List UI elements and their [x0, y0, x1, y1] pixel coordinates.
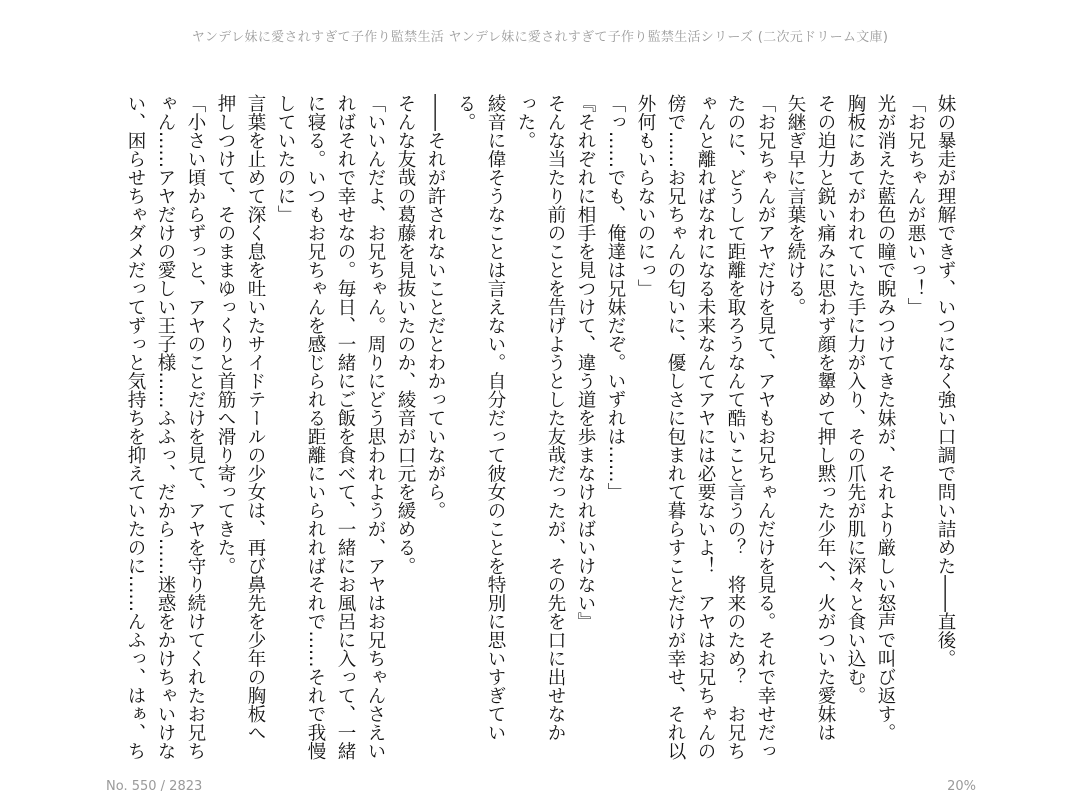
text-line: ればそれで幸せなの。毎日、一緒にご飯を食べて、一緒にお風呂に入って、一緒 — [335, 94, 356, 760]
text-line: 「いいんだよ、お兄ちゃん。周りにどう思われようが、アヤはお兄ちゃんさえい — [365, 94, 386, 760]
text-line: ――それが許されないことだとわかっていながら。 — [425, 94, 446, 520]
book-title: ヤンデレ妹に愛されすぎて子作り監禁生活 ヤンデレ妹に愛されすぎて子作り監禁生活シリーズ (二次元ドリーム文庫) — [191, 30, 889, 45]
reader-page-text[interactable] — [100, 94, 960, 760]
text-line: 「お兄ちゃんがアヤだけを見て、アヤもお兄ちゃんだけを見る。それで幸せだっ — [755, 94, 776, 760]
text-line: 『それぞれに相手を見つけて、違う道を歩まなければいけない』 — [575, 94, 596, 631]
text-line: その迫力と鋭い痛みに思わず顔を顰めて押し黙った少年へ、火がついた愛妹は — [815, 94, 836, 742]
text-line: 胸板にあてがわれていた手に力が入り、その爪先が肌に深々と食い込む。 — [845, 94, 866, 705]
text-line: 矢継ぎ早に言葉を続ける。 — [785, 94, 806, 316]
reading-progress: 20% — [947, 779, 976, 794]
text-line: 「っ……でも、俺達は兄妹だぞ。いずれは……」 — [605, 94, 626, 501]
text-line: る。 — [455, 94, 476, 131]
text-line: 綾音に偉そうなことは言えない。自分だって彼女のことを特別に思いすぎてい — [485, 94, 506, 742]
text-line: そんな友哉の葛藤を見抜いたのか、綾音が口元を緩める。 — [395, 94, 416, 575]
text-line: 押しつけて、そのままゆっくりと首筋へ滑り寄ってきた。 — [215, 94, 236, 575]
text-line: していたのに」 — [275, 94, 296, 224]
text-line: 光が消えた藍色の瞳で睨みつけてきた妹が、それより厳しい怒声で叫び返す。 — [875, 94, 896, 742]
text-line: そんな当たり前のことを告げようとした友哉だったが、その先を口に出せなか — [545, 94, 566, 742]
text-line: い、困らせちゃダメだってずっと気持ちを抑えていたのに……んふっ、はぁ、ち — [125, 94, 146, 760]
location-indicator: No. 550 / 2823 — [106, 779, 203, 794]
text-line: った。 — [515, 94, 536, 150]
text-line: 「小さい頃からずっと、アヤのことだけを見て、アヤを守り続けてくれたお兄ち — [185, 94, 206, 760]
text-line: たのに、どうして距離を取ろうなんて酷いこと言うの？ 将来のため？ お兄ち — [725, 94, 746, 760]
text-line: 妹の暴走が理解できず、いつになく強い口調で問い詰めた――直後。 — [935, 94, 956, 668]
text-line: 「お兄ちゃんが悪いっ！」 — [905, 94, 926, 316]
text-line: に寝る。いつもお兄ちゃんを感じられる距離にいられればそれで……それで我慢 — [305, 94, 326, 760]
text-line: ゃんと離ればなれになる未来なんてアヤには必要ないよ！ アヤはお兄ちゃんの — [695, 94, 716, 760]
text-line: 言葉を止めて深く息を吐いたサイドテールの少女は、再び鼻先を少年の胸板へ — [245, 94, 266, 742]
text-line: 外何もいらないのにっ」 — [635, 94, 656, 298]
text-line: 傍で……お兄ちゃんの匂いに、優しさに包まれて暮らすことだけが幸せ、それ以 — [665, 94, 686, 760]
text-line: ゃん……アヤだけの愛しい王子様……ふふっ、だから……迷惑をかけちゃいけな — [155, 94, 176, 760]
